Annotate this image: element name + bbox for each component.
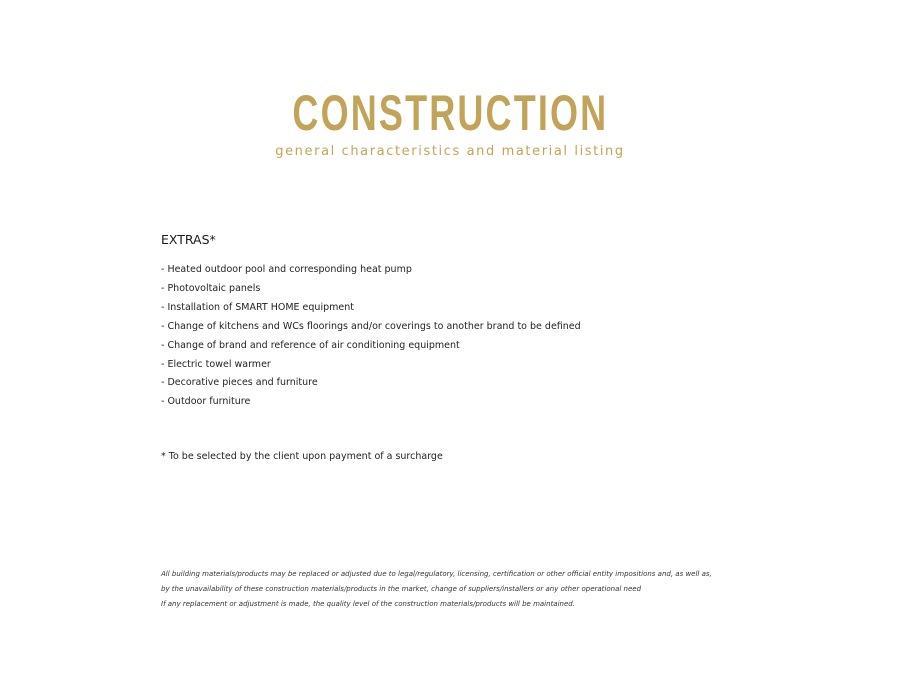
disclaimer-line: by the unavailability of these construction materials/products in the market, change of suppliers/installers or any other operational need: [161, 585, 642, 593]
surcharge-footnote: * To be selected by the client upon payment of a surcharge: [161, 451, 443, 462]
page-header: [0, 85, 900, 159]
disclaimer-line: All building materials/products may be replaced or adjusted due to legal/regulatory, licensing, certification or other official entity impositions and, as well as,: [161, 570, 712, 578]
disclaimer: [161, 567, 801, 612]
disclaimer-line: If any replacement or adjustment is made, the quality level of the construction materials/products will be maintained.: [161, 600, 575, 608]
list-item: - Installation of SMART HOME equipment: [161, 301, 354, 313]
list-item: - Outdoor furniture: [161, 396, 251, 408]
list-item: - Photovoltaic panels: [161, 282, 261, 294]
extras-section: [161, 232, 781, 412]
page-subtitle: general characteristics and material listing: [275, 144, 625, 159]
list-item: - Change of kitchens and WCs floorings and/or coverings to another brand to be defined: [161, 320, 581, 332]
page-title: CONSTRUCTION: [292, 85, 608, 141]
list-item: - Heated outdoor pool and corresponding heat pump: [161, 264, 412, 275]
extras-heading: EXTRAS*: [161, 232, 216, 247]
extras-list: [161, 261, 781, 412]
list-item: - Change of brand and reference of air conditioning equipment: [161, 339, 460, 351]
list-item: - Electric towel warmer: [161, 358, 271, 370]
list-item: - Decorative pieces and furniture: [161, 377, 318, 389]
